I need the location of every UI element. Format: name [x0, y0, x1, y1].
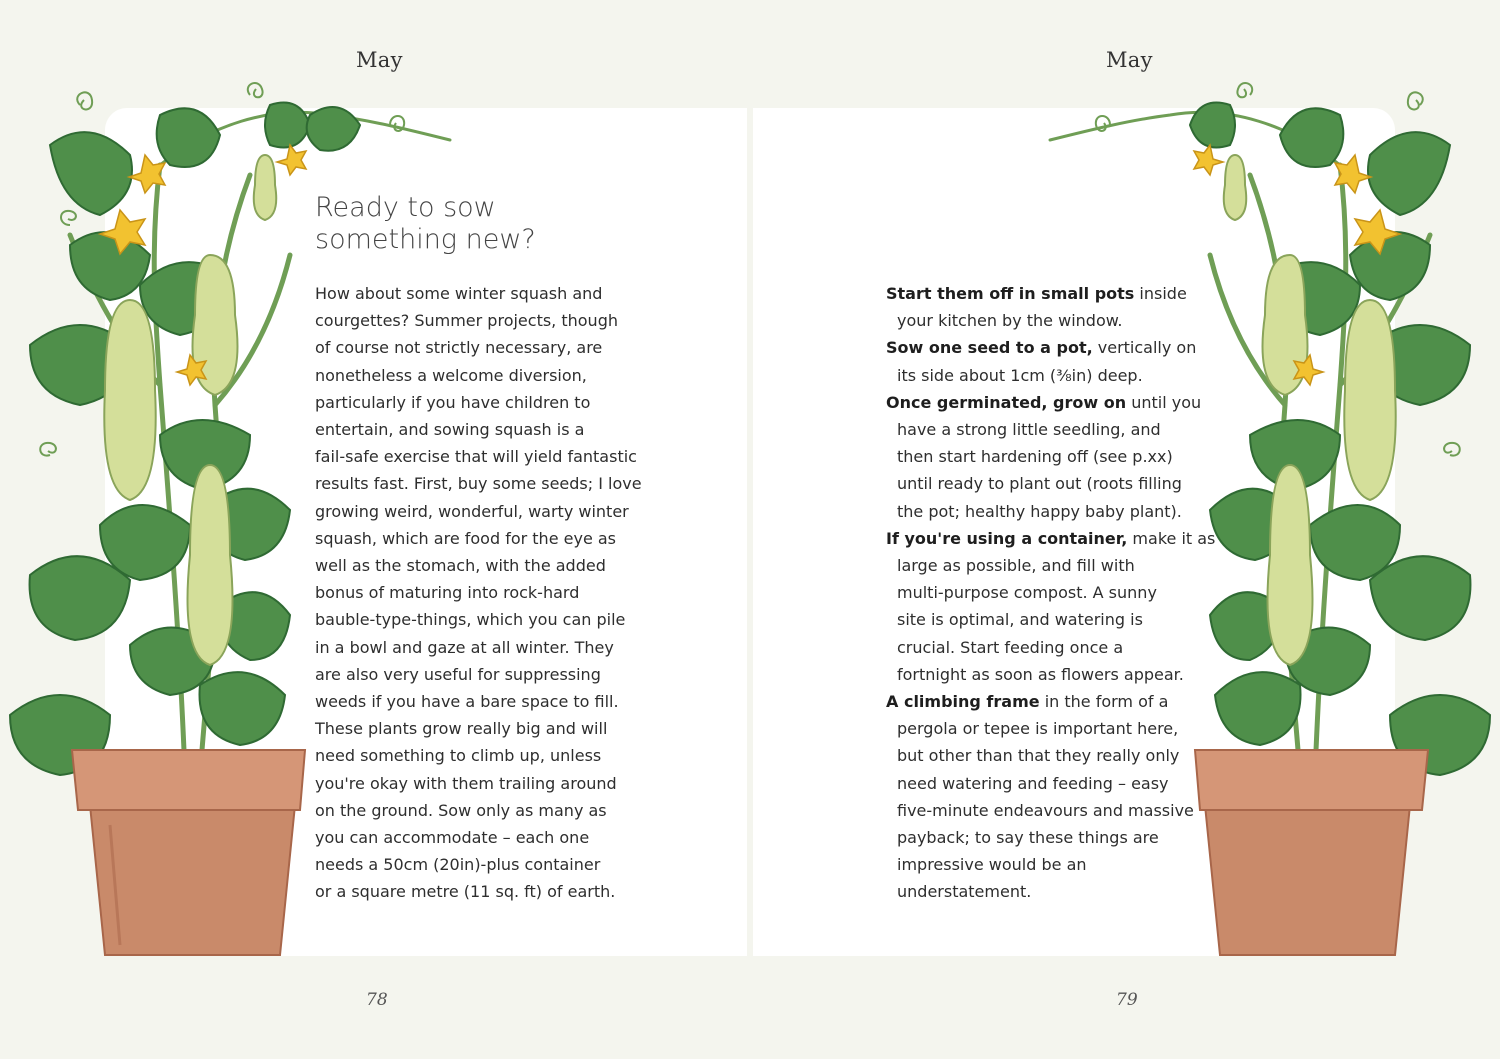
text-line: These plants grow really big and will [315, 719, 608, 739]
text-line: or a square metre (11 sq. ft) of earth. [315, 882, 616, 902]
left-running-head: May [356, 48, 403, 72]
text-line: you're okay with them trailing around [315, 773, 617, 793]
text-line: nonetheless a welcome diversion, [315, 365, 587, 385]
page-title [315, 192, 645, 256]
step-lead: Sow one seed to a pot, [886, 338, 1093, 358]
text-line: payback; to say these things are [897, 828, 1159, 848]
text-line: multi-purpose compost. A sunny [897, 583, 1157, 603]
step-text: until you [1126, 392, 1202, 412]
text-line: five-minute endeavours and massive [897, 800, 1194, 820]
text-line: its side about 1cm (⅜in) deep. [897, 365, 1143, 385]
left-page-number: 78 [366, 990, 388, 1010]
step-lead: A climbing frame [886, 692, 1040, 712]
text-line: results fast. First, buy some seeds; I love [315, 474, 642, 494]
text-line: in a bowl and gaze at all winter. They [315, 637, 614, 657]
text-line: bonus of maturing into rock-hard [315, 583, 580, 603]
step-climbing-frame [886, 688, 1206, 906]
text-line: of course not strictly necessary, are [315, 338, 603, 358]
text-line: are also very useful for suppressing [315, 664, 601, 684]
step-sow-seed [886, 334, 1206, 388]
step-grow-on [886, 389, 1206, 525]
step-lead: Once germinated, grow on [886, 392, 1127, 412]
text-line: crucial. Start feeding once a [897, 637, 1124, 657]
text-line: weeds if you have a bare space to fill. [315, 692, 619, 712]
text-line: squash, which are food for the eye as [315, 528, 617, 548]
right-page-number: 79 [1116, 990, 1138, 1010]
left-body-text [315, 280, 645, 906]
title-line-2: something new? [315, 224, 536, 255]
terracotta-pot [72, 750, 305, 955]
leaves [10, 103, 360, 776]
title-line-1: Ready to sow [315, 192, 496, 223]
text-line: on the ground. Sow only as many as [315, 800, 607, 820]
terracotta-pot [1195, 750, 1428, 955]
text-line: need something to climb up, unless [315, 746, 602, 766]
text-line: the pot; healthy happy baby plant). [897, 501, 1182, 521]
text-line: understatement. [897, 882, 1032, 902]
text-line: large as possible, and fill with [897, 556, 1135, 576]
step-text: in the form of a [1039, 692, 1169, 712]
text-line: then start hardening off (see p.xx) [897, 447, 1173, 467]
text-line: particularly if you have children to [315, 392, 591, 412]
step-start-pots [886, 280, 1206, 334]
text-line [886, 334, 1206, 361]
step-lead: Start them off in small pots [886, 284, 1135, 303]
text-line: entertain, and sowing squash is a [315, 420, 585, 440]
text-line: but other than that they really only [897, 746, 1180, 766]
text-line: site is optimal, and watering is [897, 610, 1143, 630]
text-line [886, 280, 1206, 307]
text-line: needs a 50cm (20in)-plus container [315, 855, 601, 875]
text-line: you can accommodate – each one [315, 828, 590, 848]
step-list [886, 280, 1216, 906]
text-line [886, 389, 1206, 416]
text-line: have a strong little seedling, and [897, 420, 1161, 440]
step-container [886, 525, 1216, 688]
step-text: inside [1134, 284, 1187, 303]
text-line [886, 525, 1216, 552]
step-lead: If you're using a container, [886, 528, 1128, 548]
step-text: make it as [1127, 528, 1216, 548]
text-line: courgettes? Summer projects, though [315, 311, 618, 331]
right-running-head: May [1106, 48, 1153, 72]
step-text: vertically on [1092, 338, 1197, 358]
text-line: How about some winter squash and [315, 284, 603, 303]
text-line: growing weird, wonderful, warty winter [315, 501, 629, 521]
text-line: well as the stomach, with the added [315, 556, 606, 576]
text-line: fail-safe exercise that will yield fantastic [315, 447, 637, 467]
text-line [886, 688, 1206, 715]
text-line: pergola or tepee is important here, [897, 719, 1179, 739]
text-line: your kitchen by the window. [897, 311, 1123, 331]
text-line: bauble-type-things, which you can pile [315, 610, 626, 630]
text-line: impressive would be an [897, 855, 1087, 875]
text-line: need watering and feeding – easy [897, 773, 1169, 793]
text-line: until ready to plant out (roots filling [897, 474, 1182, 494]
text-line: fortnight as soon as flowers appear. [897, 664, 1184, 684]
